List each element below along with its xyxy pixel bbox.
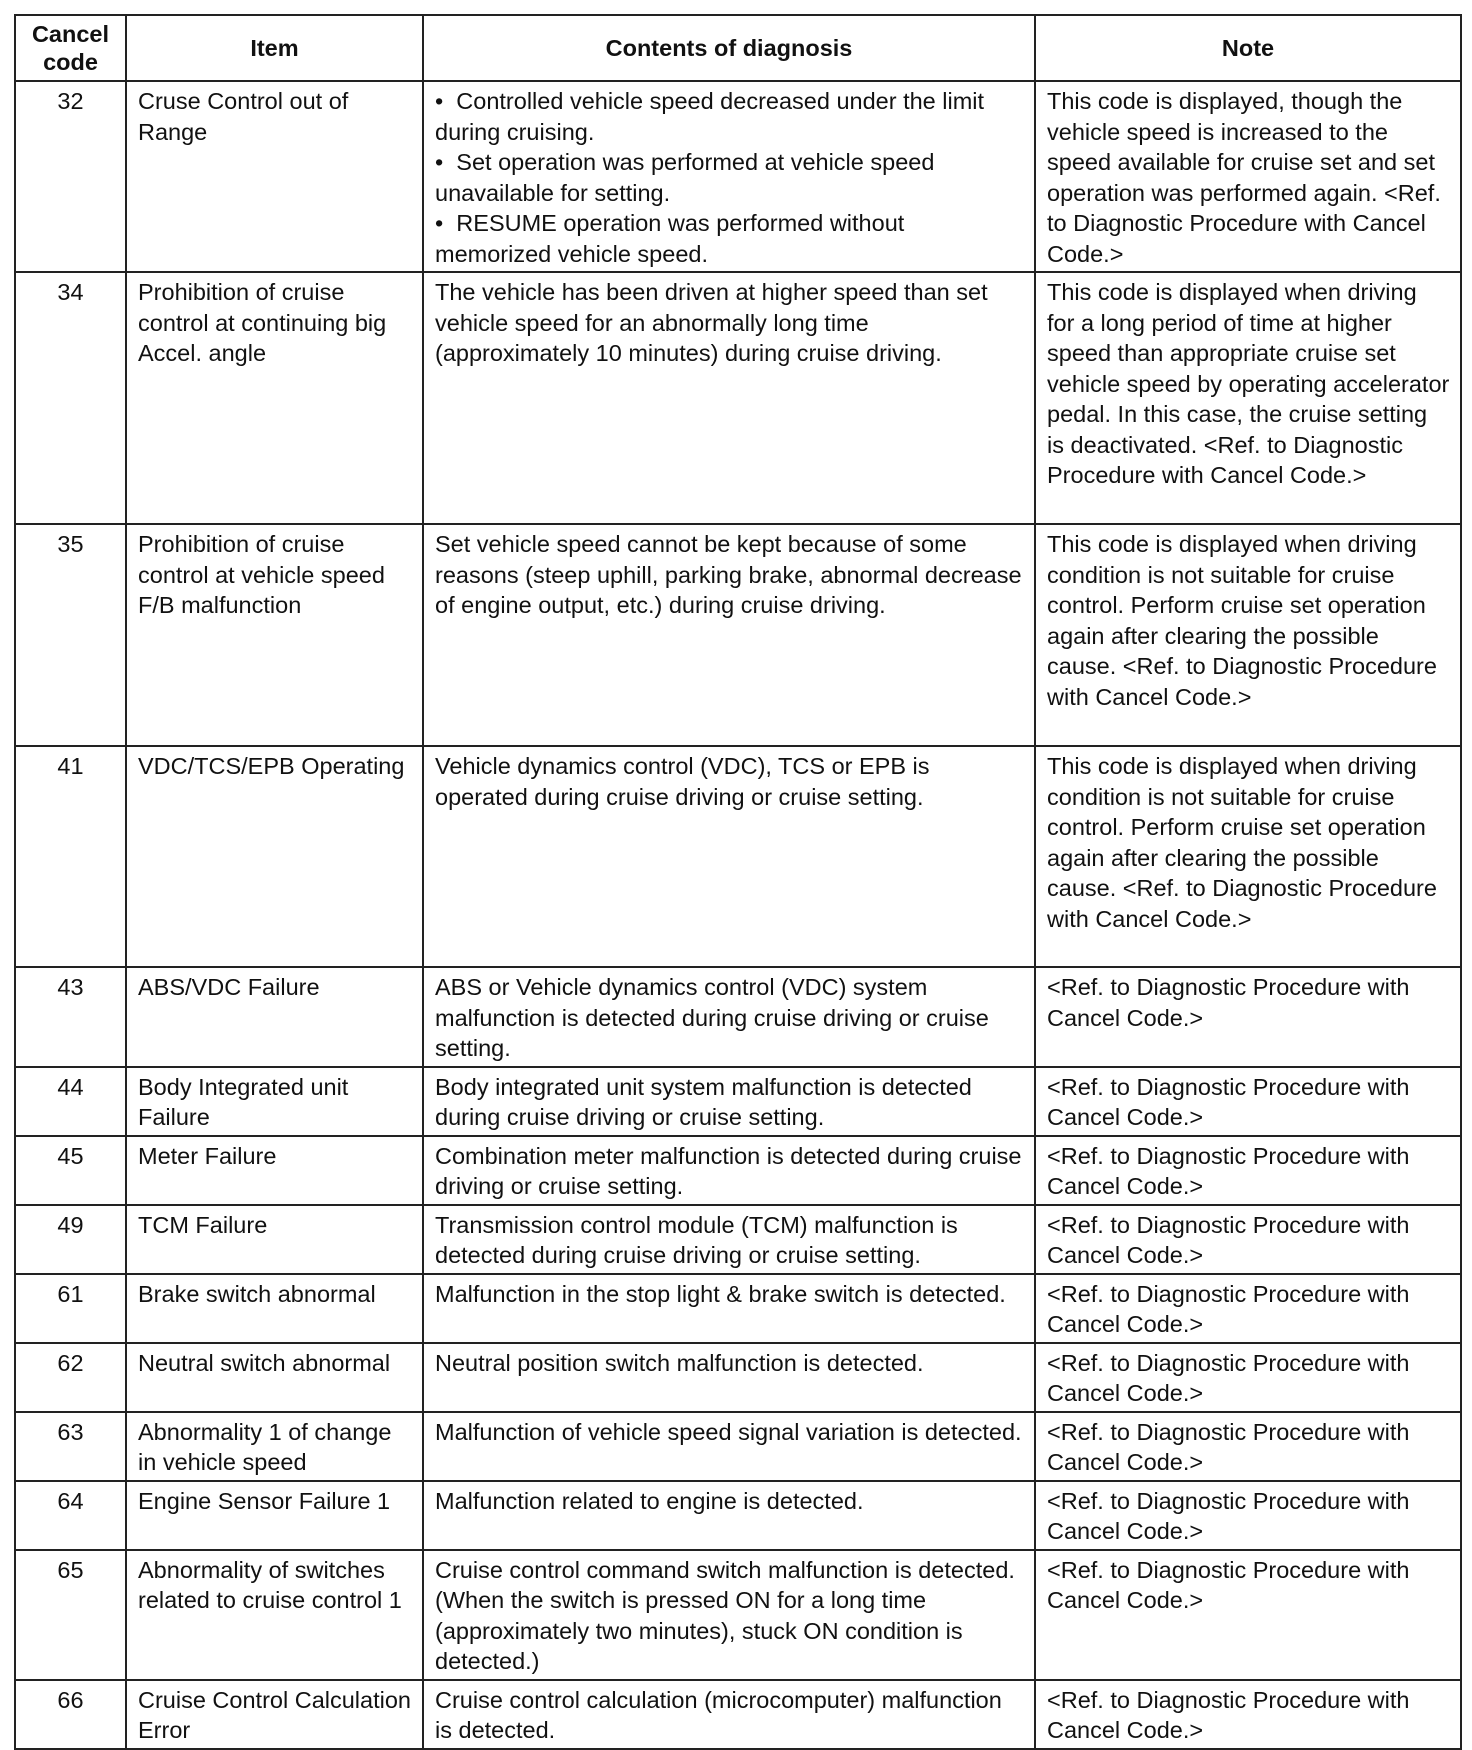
cancel-code-cell: 32 bbox=[15, 81, 126, 272]
header-note: Note bbox=[1035, 15, 1461, 81]
item-cell: Abnormality 1 of change in vehicle speed bbox=[126, 1412, 423, 1481]
contents-cell: Neutral position switch malfunction is detected. bbox=[423, 1343, 1035, 1412]
table-header-row bbox=[15, 15, 1461, 81]
item-cell: Cruise Control Calculation Error bbox=[126, 1680, 423, 1749]
cancel-code-cell: 65 bbox=[15, 1550, 126, 1680]
cancel-code-document bbox=[14, 14, 1460, 1750]
contents-cell: Malfunction of vehicle speed signal variation is detected. bbox=[423, 1412, 1035, 1481]
contents-cell: Transmission control module (TCM) malfunction is detected during cruise driving or cruise setting. bbox=[423, 1205, 1035, 1274]
contents-cell: Vehicle dynamics control (VDC), TCS or EPB is operated during cruise driving or cruise setting. bbox=[423, 746, 1035, 967]
header-contents: Contents of diagnosis bbox=[423, 15, 1035, 81]
item-cell: Abnormality of switches related to cruise control 1 bbox=[126, 1550, 423, 1680]
table-row bbox=[15, 272, 1461, 524]
note-cell: This code is displayed when driving condition is not suitable for cruise control. Perform cruise set operation again after clearing the possible cause. <Ref. to Diagnostic Procedure with Cancel Code.> bbox=[1035, 524, 1461, 746]
item-cell: Prohibition of cruise control at vehicle speed F/B malfunction bbox=[126, 524, 423, 746]
note-cell: This code is displayed when driving for a long period of time at higher speed than appropriate cruise set vehicle speed by operating accelerator pedal. In this case, the cruise setting is deactivated. <Ref. to Diagnostic Procedure with Cancel Code.> bbox=[1035, 272, 1461, 524]
cancel-code-cell: 64 bbox=[15, 1481, 126, 1550]
item-cell: Prohibition of cruise control at continuing big Accel. angle bbox=[126, 272, 423, 524]
item-cell: Engine Sensor Failure 1 bbox=[126, 1481, 423, 1550]
table-row bbox=[15, 524, 1461, 746]
table-row bbox=[15, 746, 1461, 967]
item-cell: ABS/VDC Failure bbox=[126, 967, 423, 1067]
contents-bullet: • Set operation was performed at vehicle speed unavailable for setting. bbox=[435, 147, 1024, 208]
table-row bbox=[15, 1136, 1461, 1205]
note-cell: <Ref. to Diagnostic Procedure with Cancel Code.> bbox=[1035, 1680, 1461, 1749]
item-cell: Meter Failure bbox=[126, 1136, 423, 1205]
item-cell: VDC/TCS/EPB Operating bbox=[126, 746, 423, 967]
item-cell: Neutral switch abnormal bbox=[126, 1343, 423, 1412]
header-item: Item bbox=[126, 15, 423, 81]
item-cell: TCM Failure bbox=[126, 1205, 423, 1274]
cancel-code-cell: 35 bbox=[15, 524, 126, 746]
table-row bbox=[15, 1412, 1461, 1481]
contents-cell: ABS or Vehicle dynamics control (VDC) system malfunction is detected during cruise driving or cruise setting. bbox=[423, 967, 1035, 1067]
contents-bullet: • RESUME operation was performed without memorized vehicle speed. bbox=[435, 208, 1024, 269]
note-cell: <Ref. to Diagnostic Procedure with Cancel Code.> bbox=[1035, 1067, 1461, 1136]
item-cell: Brake switch abnormal bbox=[126, 1274, 423, 1343]
contents-cell: Combination meter malfunction is detected during cruise driving or cruise setting. bbox=[423, 1136, 1035, 1205]
table-row bbox=[15, 1205, 1461, 1274]
note-cell: <Ref. to Diagnostic Procedure with Cancel Code.> bbox=[1035, 1136, 1461, 1205]
note-cell: <Ref. to Diagnostic Procedure with Cancel Code.> bbox=[1035, 1343, 1461, 1412]
contents-cell: Cruise control command switch malfunction is detected. (When the switch is pressed ON for a long time (approximately two minutes), stuck ON condition is detected.) bbox=[423, 1550, 1035, 1680]
cancel-code-cell: 41 bbox=[15, 746, 126, 967]
cancel-code-cell: 66 bbox=[15, 1680, 126, 1749]
cancel-code-cell: 44 bbox=[15, 1067, 126, 1136]
note-cell: <Ref. to Diagnostic Procedure with Cancel Code.> bbox=[1035, 1481, 1461, 1550]
contents-cell: Malfunction in the stop light & brake switch is detected. bbox=[423, 1274, 1035, 1343]
contents-cell: Body integrated unit system malfunction is detected during cruise driving or cruise setting. bbox=[423, 1067, 1035, 1136]
note-cell: <Ref. to Diagnostic Procedure with Cancel Code.> bbox=[1035, 1550, 1461, 1680]
cancel-code-cell: 63 bbox=[15, 1412, 126, 1481]
item-cell: Cruse Control out of Range bbox=[126, 81, 423, 272]
table-row bbox=[15, 967, 1461, 1067]
table-row bbox=[15, 1680, 1461, 1749]
note-cell: <Ref. to Diagnostic Procedure with Cancel Code.> bbox=[1035, 1274, 1461, 1343]
note-cell: <Ref. to Diagnostic Procedure with Cancel Code.> bbox=[1035, 1205, 1461, 1274]
header-cancel-code: Cancel code bbox=[15, 15, 126, 81]
note-cell: <Ref. to Diagnostic Procedure with Cancel Code.> bbox=[1035, 1412, 1461, 1481]
table-row bbox=[15, 1550, 1461, 1680]
contents-bullet: • Controlled vehicle speed decreased under the limit during cruising. bbox=[435, 86, 1024, 147]
cancel-code-cell: 49 bbox=[15, 1205, 126, 1274]
cancel-code-cell: 34 bbox=[15, 272, 126, 524]
cancel-code-cell: 61 bbox=[15, 1274, 126, 1343]
item-cell: Body Integrated unit Failure bbox=[126, 1067, 423, 1136]
table-row bbox=[15, 1481, 1461, 1550]
contents-cell: Set vehicle speed cannot be kept because of some reasons (steep uphill, parking brake, abnormal decrease of engine output, etc.) during cruise driving. bbox=[423, 524, 1035, 746]
contents-cell: Malfunction related to engine is detected. bbox=[423, 1481, 1035, 1550]
cancel-code-table bbox=[14, 14, 1462, 1750]
table-row bbox=[15, 1274, 1461, 1343]
table-row bbox=[15, 1343, 1461, 1412]
table-row bbox=[15, 1067, 1461, 1136]
contents-cell: The vehicle has been driven at higher speed than set vehicle speed for an abnormally long time (approximately 10 minutes) during cruise driving. bbox=[423, 272, 1035, 524]
note-cell: This code is displayed when driving condition is not suitable for cruise control. Perform cruise set operation again after clearing the possible cause. <Ref. to Diagnostic Procedure with Cancel Code.> bbox=[1035, 746, 1461, 967]
contents-cell bbox=[423, 81, 1035, 272]
cancel-code-cell: 62 bbox=[15, 1343, 126, 1412]
note-cell: This code is displayed, though the vehicle speed is increased to the speed available for cruise set and set operation was performed again. <Ref. to Diagnostic Procedure with Cancel Code.> bbox=[1035, 81, 1461, 272]
cancel-code-cell: 43 bbox=[15, 967, 126, 1067]
contents-cell: Cruise control calculation (microcomputer) malfunction is detected. bbox=[423, 1680, 1035, 1749]
table-row bbox=[15, 81, 1461, 272]
note-cell: <Ref. to Diagnostic Procedure with Cancel Code.> bbox=[1035, 967, 1461, 1067]
cancel-code-cell: 45 bbox=[15, 1136, 126, 1205]
